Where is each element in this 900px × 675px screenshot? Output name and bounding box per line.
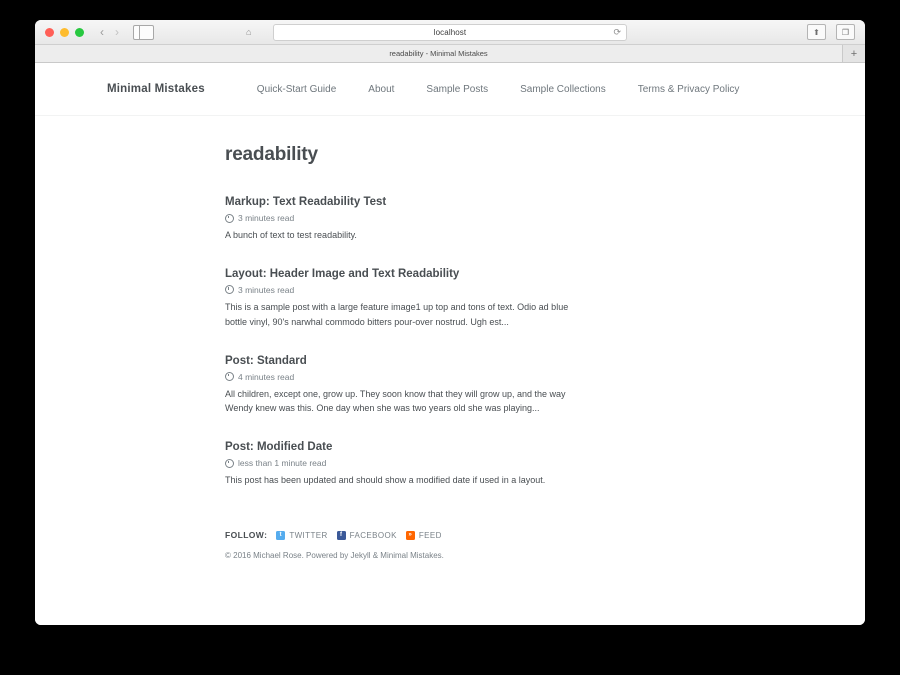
page-footer	[225, 530, 577, 560]
facebook-icon: f	[337, 531, 346, 540]
minimize-window-button[interactable]	[60, 28, 69, 37]
post-title[interactable]: Post: Modified Date	[225, 441, 333, 454]
post-meta	[225, 285, 577, 295]
sidebar-toggle-icon[interactable]	[133, 25, 154, 40]
clock-icon	[225, 459, 234, 468]
post-title[interactable]: Post: Standard	[225, 354, 307, 367]
list-item	[225, 268, 577, 330]
post-excerpt: This is a sample post with a large feature image1 up top and tons of text. Odio ad blue bottle vinyl, 90's narwhal commodo bitters pour-over nostrud. Ugh est...	[225, 301, 569, 327]
new-tab-button[interactable]: +	[843, 45, 865, 62]
nav-link-quick-start-guide[interactable]: Quick-Start Guide	[256, 83, 337, 95]
nav-link-sample-posts[interactable]: Sample Posts	[426, 83, 489, 95]
rss-feed-icon: »	[406, 531, 415, 540]
post-read-time: 3 minutes read	[238, 284, 295, 295]
post-read-time: 4 minutes read	[238, 371, 295, 382]
post-excerpt: This post has been updated and should show a modified date if used in a layout.	[225, 475, 546, 486]
twitter-icon: t	[276, 531, 285, 540]
follow-row	[225, 530, 577, 540]
post-meta	[225, 213, 577, 223]
toolbar-right-actions	[807, 24, 855, 40]
site-nav	[257, 84, 740, 95]
post-read-time: 3 minutes read	[238, 213, 295, 223]
page-title: readability	[225, 144, 318, 165]
clock-icon	[225, 372, 234, 381]
nav-link-terms-privacy-policy[interactable]: Terms & Privacy Policy	[637, 83, 740, 95]
close-window-button[interactable]	[45, 28, 54, 37]
social-link-twitter[interactable]	[276, 531, 327, 540]
page-content	[35, 63, 865, 625]
post-title[interactable]: Layout: Header Image and Text Readability	[225, 267, 460, 280]
address-bar[interactable]	[246, 24, 627, 41]
window-controls	[45, 28, 84, 37]
navigation-arrows	[100, 26, 119, 38]
clock-icon	[225, 285, 234, 294]
home-icon[interactable]: ⌂	[246, 26, 252, 37]
copyright-text: © 2016 Michael Rose. Powered by Jekyll & Minimal Mistakes.	[225, 551, 444, 561]
share-icon[interactable]: ⬆	[807, 24, 826, 40]
tab-bar	[35, 45, 865, 63]
social-link-feed[interactable]	[406, 531, 442, 540]
post-meta	[225, 458, 577, 468]
social-link-facebook[interactable]	[337, 531, 397, 540]
list-item	[225, 441, 577, 488]
social-label-feed: FEED	[418, 530, 442, 540]
social-label-twitter: TWITTER	[289, 530, 328, 540]
site-masthead	[35, 63, 865, 116]
address-bar-container	[35, 24, 865, 41]
maximize-window-button[interactable]	[75, 28, 84, 37]
post-read-time: less than 1 minute read	[238, 458, 327, 469]
show-tabs-icon[interactable]: ❐	[836, 24, 855, 40]
archive-content	[35, 116, 865, 560]
clock-icon	[225, 214, 234, 223]
list-item	[225, 355, 577, 417]
social-label-facebook: FACEBOOK	[349, 530, 397, 540]
back-icon[interactable]: ‹	[100, 25, 104, 39]
nav-link-sample-collections[interactable]: Sample Collections	[520, 83, 606, 95]
post-excerpt: A bunch of text to test readability.	[225, 230, 357, 240]
browser-window	[35, 20, 865, 625]
post-meta	[225, 372, 577, 382]
url-text[interactable]: localhost	[433, 27, 467, 37]
post-excerpt: All children, except one, grow up. They soon know that they will grow up, and the way Wendy knew was this. One day when she was two years old she was playing...	[225, 388, 566, 414]
browser-toolbar	[35, 20, 865, 45]
tab-readability[interactable]: readability - Minimal Mistakes	[35, 45, 843, 62]
post-title[interactable]: Markup: Text Readability Test	[225, 196, 387, 208]
follow-label: FOLLOW:	[225, 530, 268, 541]
forward-icon[interactable]: ›	[115, 25, 119, 39]
reload-icon[interactable]: ⟳	[613, 26, 621, 37]
list-item	[225, 196, 577, 243]
site-title[interactable]: Minimal Mistakes	[107, 83, 205, 95]
nav-link-about[interactable]: About	[368, 83, 395, 95]
